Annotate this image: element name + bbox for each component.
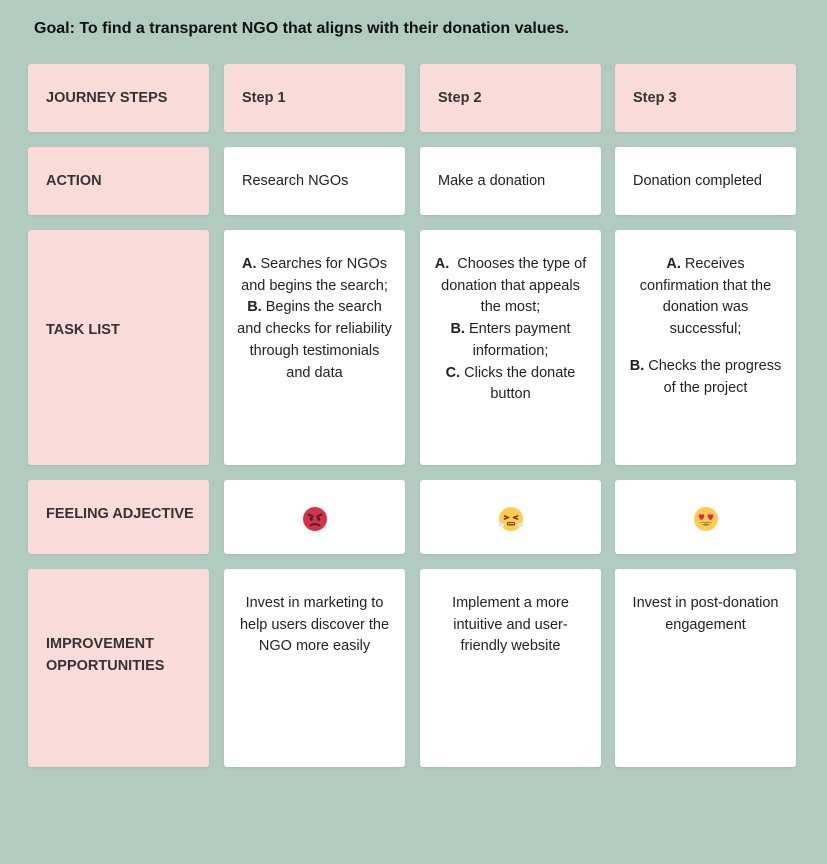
row-label-text: ACTION [46, 173, 102, 189]
improvement-cell-3 [615, 569, 796, 767]
task-text: Receives confirmation that the donation was successful; [639, 256, 772, 338]
task-item [236, 297, 393, 384]
feeling-cell-2 [420, 480, 601, 554]
improvement-text: Invest in post-donation engagement [632, 595, 779, 633]
task-item [236, 254, 393, 297]
action-text: Make a donation [438, 173, 546, 189]
row-label-task-list [28, 230, 209, 465]
task-text: Enters payment information; [464, 321, 571, 359]
step-label: Step 1 [242, 90, 286, 106]
task-item [432, 363, 589, 406]
row-label-text: JOURNEY STEPS [46, 90, 168, 106]
journey-step-1 [224, 64, 405, 132]
row-label-text: IMPROVEMENT OPPORTUNITIES [46, 636, 165, 674]
improvement-text: Implement a more intuitive and user-friendly website [452, 595, 569, 655]
action-cell-1 [224, 147, 405, 215]
step-label: Step 3 [633, 90, 677, 106]
task-cell-1 [224, 230, 405, 465]
journey-step-3 [615, 64, 796, 132]
heart-eyes-face-icon [693, 506, 719, 532]
task-item [432, 254, 589, 319]
row-label-action [28, 147, 209, 215]
angry-face-icon [302, 506, 328, 532]
task-list [432, 254, 589, 406]
task-letter: B. [450, 321, 465, 338]
task-letter: A. [434, 256, 450, 272]
goal-title: Goal: To find a transparent NGO that aligns with their donation values. [34, 20, 569, 37]
task-letter: A. [666, 256, 681, 272]
step-label: Step 2 [438, 90, 482, 106]
task-letter: A. [241, 256, 257, 272]
task-cell-2 [420, 230, 601, 465]
task-letter: C. [445, 364, 461, 381]
steam-from-nose-face-icon [498, 506, 524, 532]
task-text: Begins the search and checks for reliability through testimonials and data [237, 299, 392, 381]
task-item [627, 254, 784, 341]
row-label-feeling [28, 480, 209, 554]
task-cell-3 [615, 230, 796, 465]
task-letter: B. [629, 357, 645, 374]
feeling-cell-1 [224, 480, 405, 554]
action-cell-2 [420, 147, 601, 215]
task-item [432, 319, 589, 362]
row-label-improvement [28, 569, 209, 767]
action-text: Donation completed [633, 173, 762, 189]
task-letter: B. [247, 299, 262, 316]
task-text: Checks the progress of the project [644, 357, 782, 396]
row-label-text: FEELING ADJECTIVE [46, 506, 194, 522]
task-text: Searches for NGOs and begins the search; [241, 256, 388, 294]
task-text: Chooses the type of donation that appeals the most; [441, 256, 591, 316]
row-label-text: TASK LIST [46, 322, 120, 338]
row-label-journey-steps [28, 64, 209, 132]
task-list [627, 254, 784, 399]
improvement-cell-2 [420, 569, 601, 767]
improvement-text: Invest in marketing to help users discover the NGO more easily [239, 595, 390, 655]
action-cell-3 [615, 147, 796, 215]
feeling-cell-3 [615, 480, 796, 554]
improvement-cell-1 [224, 569, 405, 767]
action-text: Research NGOs [242, 173, 349, 189]
journey-step-2 [420, 64, 601, 132]
task-list [236, 254, 393, 384]
task-item [627, 356, 784, 399]
task-text: Clicks the donate button [460, 364, 576, 403]
